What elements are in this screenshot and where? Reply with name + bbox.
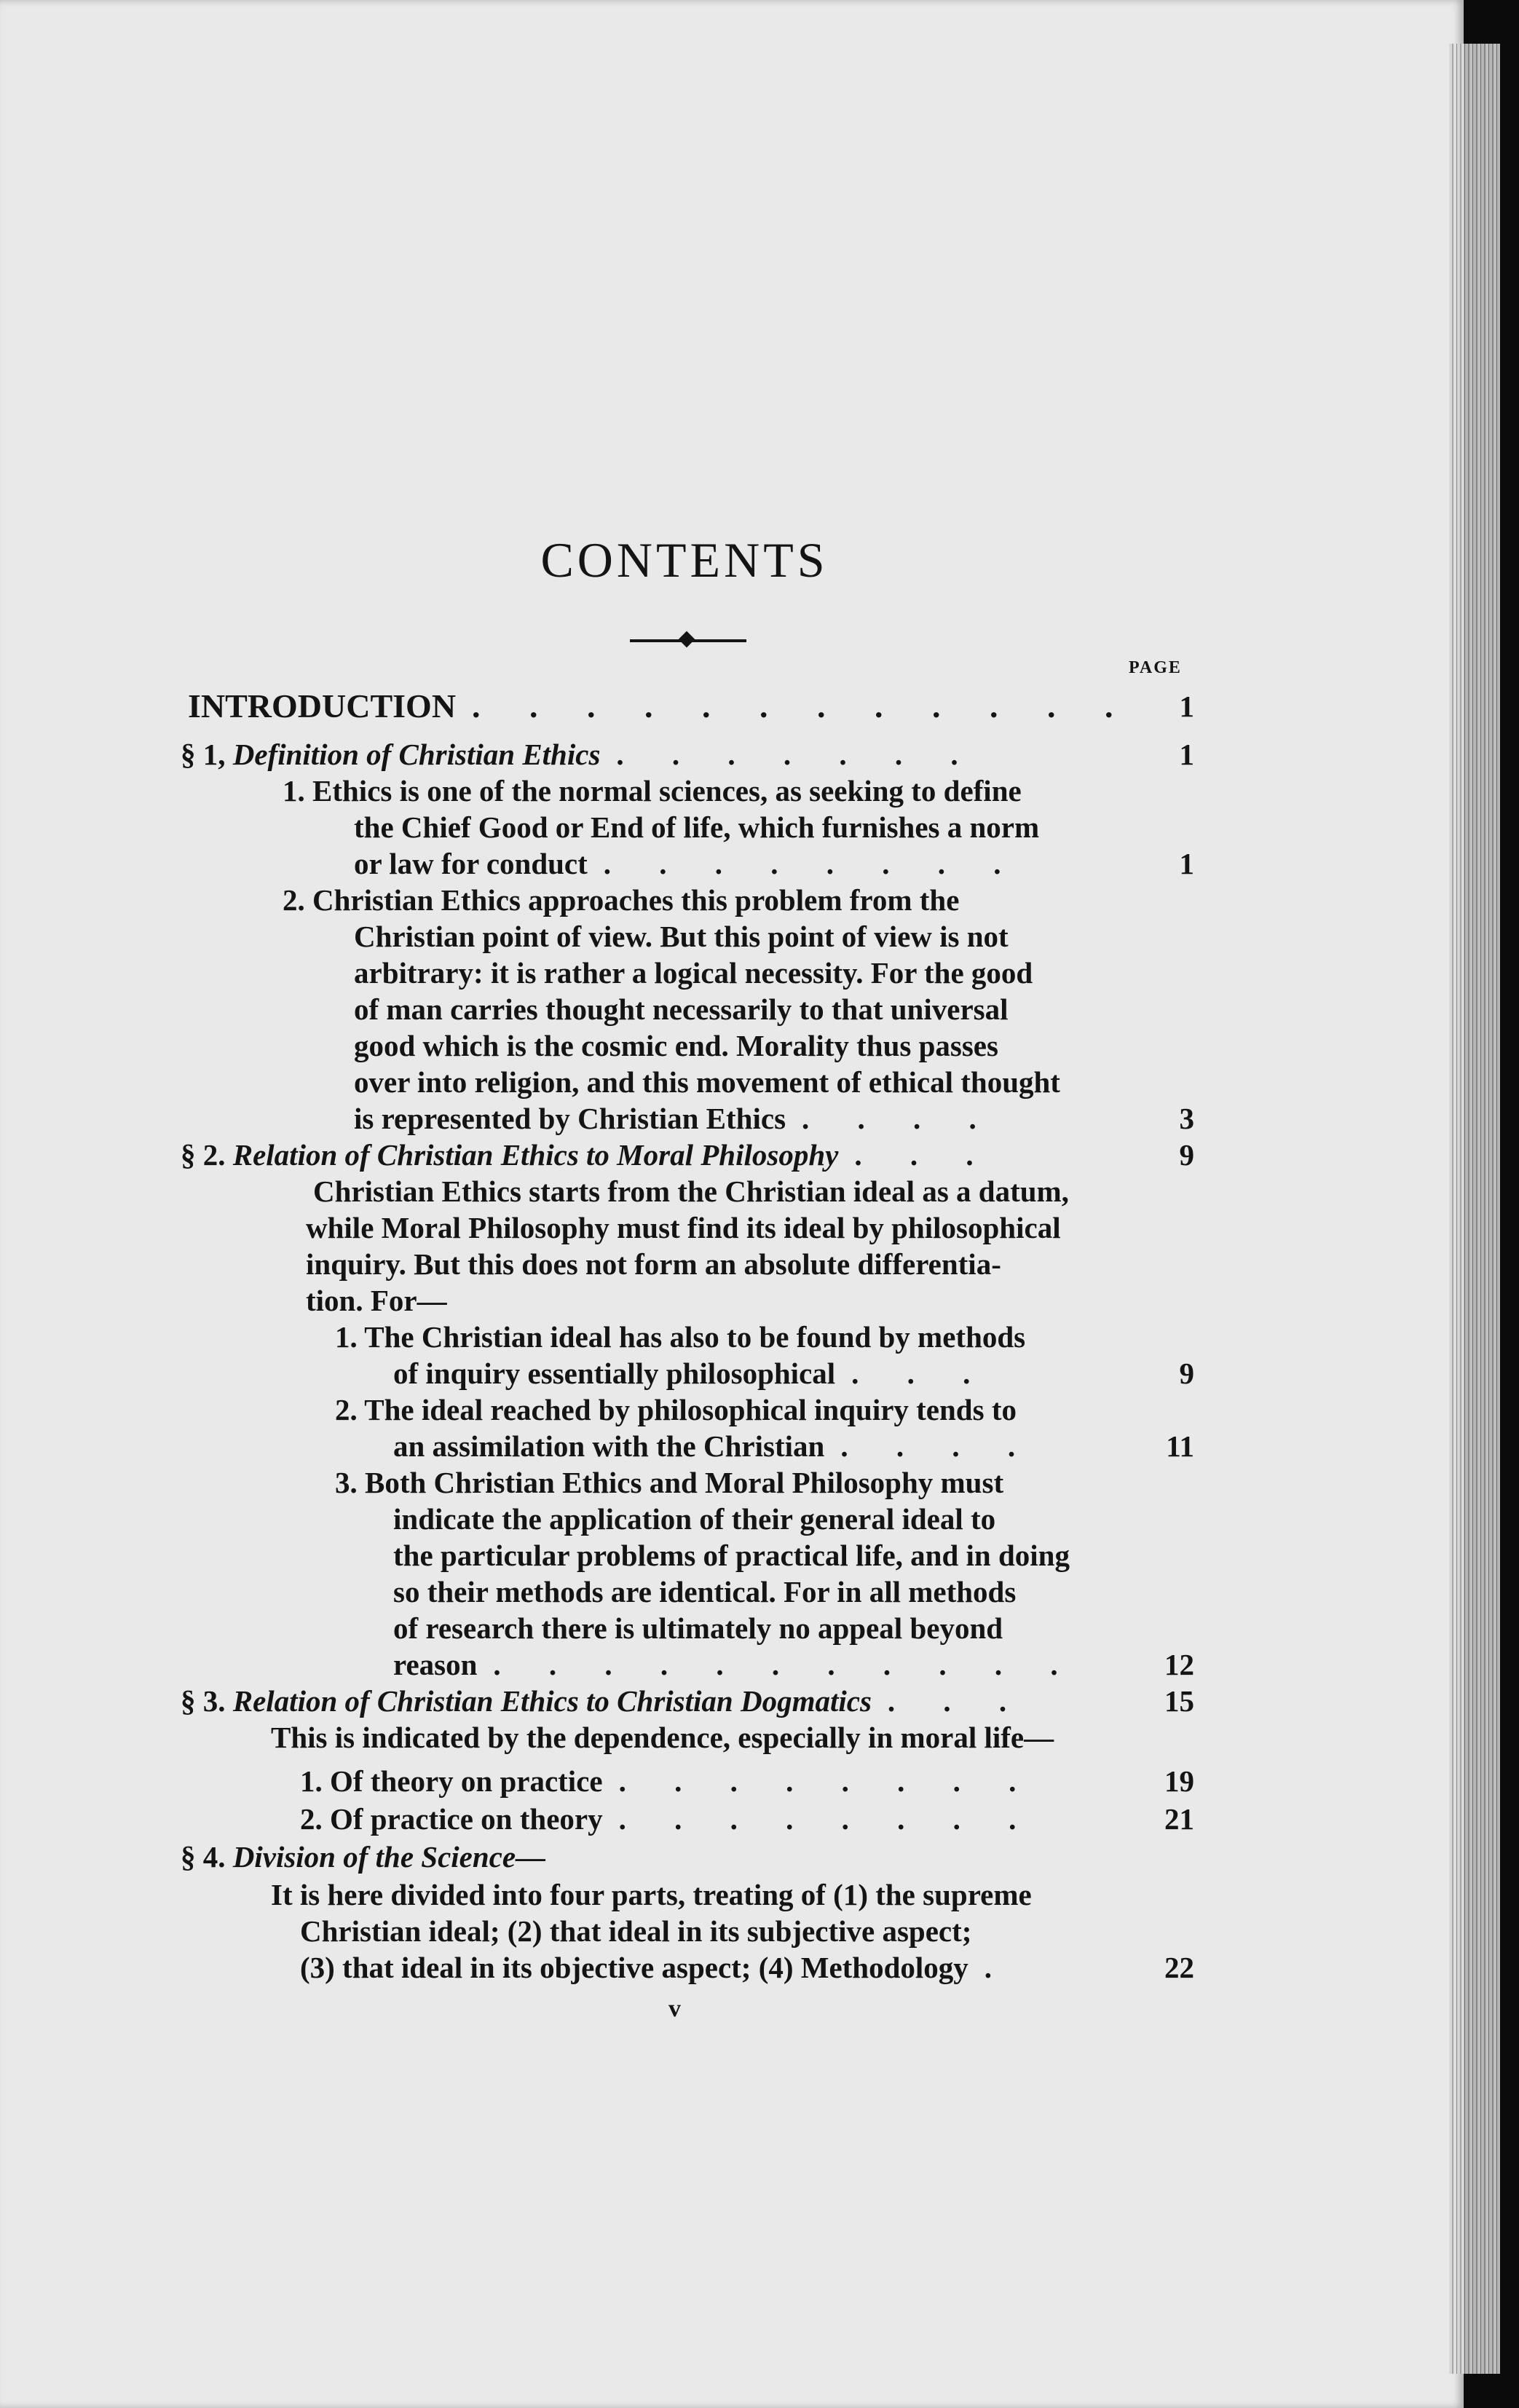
toc-line: while Moral Philosophy must find its ideal by philosophical — [306, 1211, 1061, 1244]
toc-line: or law for conduct . . . . . . . . — [354, 847, 1022, 880]
folio-page-number: v — [668, 1995, 681, 2022]
toc-page-number: 21 — [1164, 1802, 1194, 1836]
toc-section-1 — [181, 735, 979, 773]
toc-line: arbitrary: it is rather a logical necessity. For the good — [354, 956, 1033, 990]
leader-dots: . . . — [854, 1138, 994, 1172]
toc-section-4 — [181, 1838, 545, 1876]
toc-line: 2. Of practice on theory . . . . . . . . — [300, 1802, 1037, 1836]
ornament-divider — [630, 632, 746, 650]
leader-dots: . . . — [887, 1684, 1027, 1718]
section-title: Relation of Christian Ethics to Moral Philosophy — [232, 1138, 839, 1172]
toc-page-number: 19 — [1164, 1764, 1194, 1798]
toc-line: 2. The ideal reached by philosophical inquiry tends to — [335, 1393, 1017, 1426]
toc-line: so their methods are identical. For in all methods — [393, 1575, 1017, 1608]
toc-entry-text: INTRODUCTION — [188, 687, 457, 725]
toc-line: Christian point of view. But this point of view is not — [354, 920, 1009, 953]
toc-line: 1. Of theory on practice . . . . . . . . — [300, 1764, 1037, 1798]
toc-page-number: 22 — [1164, 1951, 1194, 1984]
section-title: Definition of Christian Ethics — [232, 738, 601, 771]
contents-title: CONTENTS — [540, 532, 829, 588]
toc-page-number: 9 — [1179, 1138, 1194, 1172]
section-number: § 3. — [181, 1684, 226, 1718]
leader-dots: . . . . . . . . — [603, 847, 1022, 880]
toc-page-number: 15 — [1164, 1684, 1194, 1718]
toc-line: of research there is ultimately no appeal beyond — [393, 1611, 1003, 1645]
toc-line: good which is the cosmic end. Morality thus passes — [354, 1029, 998, 1062]
toc-line: an assimilation with the Christian . . . . — [393, 1429, 1036, 1463]
toc-line: (3) that ideal in its objective aspect; (4) Methodology . — [300, 1951, 1013, 1984]
toc-page-number: 1 — [1179, 690, 1194, 723]
toc-page-number: 9 — [1179, 1357, 1194, 1390]
toc-line: inquiry. But this does not form an absolute differentia- — [306, 1247, 1001, 1281]
leader-dots: . . . . . . . . — [618, 1764, 1037, 1798]
toc-entry-introduction — [188, 687, 1134, 725]
toc-line: 3. Both Christian Ethics and Moral Philosophy must — [335, 1466, 1004, 1499]
toc-page-number: 1 — [1179, 738, 1194, 771]
toc-line: 1. The Christian ideal has also to be found by methods — [335, 1320, 1026, 1354]
toc-line: of inquiry essentially philosophical . . . — [393, 1357, 991, 1390]
toc-line: 2. Christian Ethics approaches this problem from the — [283, 883, 960, 917]
toc-section-2 — [181, 1136, 994, 1174]
toc-line: tion. For— — [306, 1284, 447, 1317]
section-number: § 4. — [181, 1840, 226, 1874]
leader-dots: . . . . . . . . — [618, 1802, 1037, 1836]
toc-line: over into religion, and this movement of ethical thought — [354, 1065, 1060, 1099]
leader-dots: . . . . . . . . . . . — [493, 1648, 1078, 1681]
toc-line: This is indicated by the dependence, especially in moral life— — [271, 1721, 1054, 1754]
toc-page-number: 1 — [1179, 847, 1194, 880]
section-number: § 2. — [181, 1138, 226, 1172]
toc-line: indicate the application of their general ideal to — [393, 1502, 996, 1536]
toc-line: is represented by Christian Ethics . . . . — [354, 1102, 997, 1135]
toc-section-3 — [181, 1682, 1027, 1720]
section-title: Division of the Science— — [232, 1840, 546, 1874]
toc-line: 1. Ethics is one of the normal sciences, as seeking to define — [283, 774, 1022, 808]
leader-dots: . . . — [851, 1357, 991, 1390]
toc-line: reason . . . . . . . . . . . — [393, 1648, 1078, 1681]
leader-dots: . . . . — [802, 1102, 997, 1135]
page-column-heading: PAGE — [1129, 658, 1182, 677]
toc-page-number: 11 — [1166, 1429, 1194, 1463]
page-edges — [1449, 44, 1500, 2374]
section-title: Relation of Christian Ethics to Christian Dogmatics — [232, 1684, 872, 1718]
toc-line: It is here divided into four parts, treating of (1) the supreme — [271, 1878, 1032, 1911]
leader-dots: . . . . . . . — [616, 738, 979, 771]
section-number: § 1, — [181, 738, 226, 771]
toc-line: Christian Ethics starts from the Christian ideal as a datum, — [313, 1175, 1069, 1208]
leader-dots: . . . . — [840, 1429, 1036, 1463]
toc-line: the Chief Good or End of life, which furnishes a norm — [354, 810, 1040, 844]
toc-line: of man carries thought necessarily to that universal — [354, 992, 1009, 1026]
leader-dots: . . . . . . . . . . . . — [472, 687, 1134, 725]
toc-page-number: 3 — [1179, 1102, 1194, 1135]
toc-line: the particular problems of practical life, and in doing — [393, 1539, 1070, 1572]
toc-page-number: 12 — [1164, 1648, 1194, 1681]
toc-line: Christian ideal; (2) that ideal in its subjective aspect; — [300, 1914, 972, 1948]
leader-dots: . — [984, 1951, 1013, 1984]
